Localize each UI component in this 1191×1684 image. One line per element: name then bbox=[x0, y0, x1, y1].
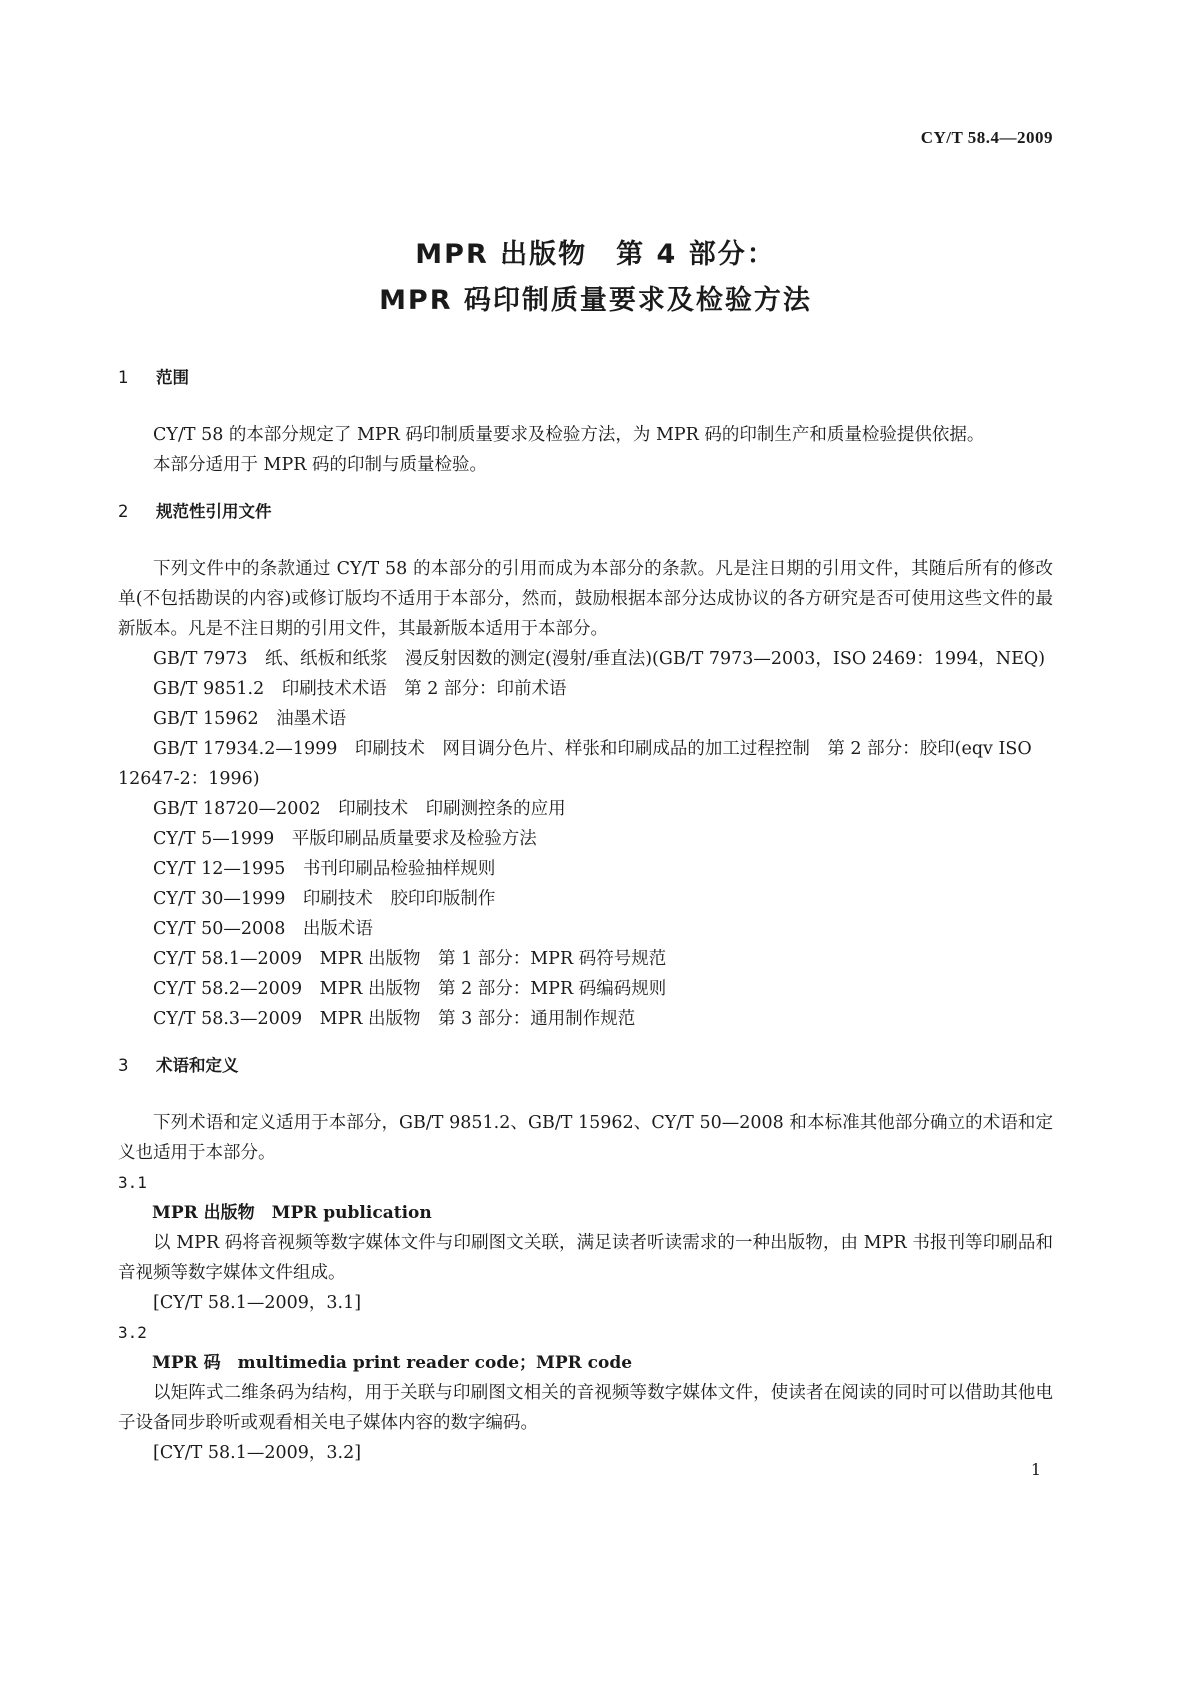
reference-item: GB/T 17934.2—1999 印刷技术 网目调分色片、样张和印刷成品的加工过程控制 第 2 部分：胶印(eqv ISO 12647-2：1996) bbox=[118, 739, 1032, 789]
reference-item: CY/T 58.3—2009 MPR 出版物 第 3 部分：通用制作规范 bbox=[153, 1009, 636, 1029]
document-body bbox=[118, 366, 1053, 1468]
reference-item: CY/T 58.1—2009 MPR 出版物 第 1 部分：MPR 码符号规范 bbox=[153, 949, 667, 969]
section-2-heading bbox=[118, 500, 1053, 524]
term-title: MPR 出版物 MPR publication bbox=[152, 1203, 432, 1223]
section-number: 3 bbox=[118, 1056, 129, 1075]
reference-item: CY/T 58.2—2009 MPR 出版物 第 2 部分：MPR 码编码规则 bbox=[153, 979, 667, 999]
section-title: 规范性引用文件 bbox=[156, 502, 272, 521]
paragraph: 下列术语和定义适用于本部分，GB/T 9851.2、GB/T 15962、CY/T 50—2008 和本标准其他部分确立的术语和定义也适用于本部分。 bbox=[118, 1113, 1053, 1163]
section-3-heading bbox=[118, 1054, 1053, 1078]
page-number: 1 bbox=[1030, 1460, 1041, 1479]
section-title: 范围 bbox=[156, 368, 189, 387]
term-source: [CY/T 58.1—2009，3.2] bbox=[153, 1443, 362, 1463]
term-title: MPR 码 multimedia print reader code；MPR code bbox=[152, 1353, 633, 1373]
section-1-heading bbox=[118, 366, 1053, 390]
paragraph: CY/T 58 的本部分规定了 MPR 码印制质量要求及检验方法，为 MPR 码的印制生产和质量检验提供依据。 bbox=[153, 425, 985, 445]
reference-item: CY/T 5—1999 平版印刷品质量要求及检验方法 bbox=[153, 829, 537, 849]
reference-item: GB/T 7973 纸、纸板和纸浆 漫反射因数的测定(漫射/垂直法)(GB/T 7973—2003，ISO 2469：1994，NEQ) bbox=[153, 649, 1046, 669]
section-number: 1 bbox=[118, 368, 129, 387]
reference-item: GB/T 18720—2002 印刷技术 印刷测控条的应用 bbox=[153, 799, 566, 819]
term-number: 3.2 bbox=[118, 1323, 147, 1342]
reference-item: CY/T 12—1995 书刊印刷品检验抽样规则 bbox=[153, 859, 496, 879]
reference-item: GB/T 9851.2 印刷技术术语 第 2 部分：印前术语 bbox=[153, 679, 567, 699]
reference-item: GB/T 15962 油墨术语 bbox=[153, 709, 347, 729]
paragraph: 下列文件中的条款通过 CY/T 58 的本部分的引用而成为本部分的条款。凡是注日期的引用文件，其随后所有的修改单(不包括勘误的内容)或修订版均不适用于本部分，然而，鼓励根据本部分达成协议的各方研究是否可使用这些文件的最新版本。凡是不注日期的引用文件，其最新版本适用于本部分。 bbox=[118, 559, 1053, 639]
section-title: 术语和定义 bbox=[156, 1056, 239, 1075]
paragraph: 本部分适用于 MPR 码的印制与质量检验。 bbox=[153, 455, 487, 475]
document-title-line1: MPR 出版物 第 4 部分： bbox=[415, 239, 776, 270]
term-definition: 以 MPR 码将音视频等数字媒体文件与印刷图文关联，满足读者听读需求的一种出版物，由 MPR 书报刊等印刷品和音视频等数字媒体文件组成。 bbox=[118, 1233, 1053, 1283]
standard-code: CY/T 58.4—2009 bbox=[920, 128, 1053, 147]
term-number: 3.1 bbox=[118, 1173, 147, 1192]
reference-item: CY/T 50—2008 出版术语 bbox=[153, 919, 373, 939]
document-title-line2: MPR 码印制质量要求及检验方法 bbox=[379, 285, 812, 316]
term-source: [CY/T 58.1—2009，3.1] bbox=[153, 1293, 362, 1313]
section-number: 2 bbox=[118, 502, 129, 521]
reference-item: CY/T 30—1999 印刷技术 胶印印版制作 bbox=[153, 889, 496, 909]
term-definition: 以矩阵式二维条码为结构，用于关联与印刷图文相关的音视频等数字媒体文件，使读者在阅读的同时可以借助其他电子设备同步聆听或观看相关电子媒体内容的数字编码。 bbox=[118, 1383, 1053, 1433]
